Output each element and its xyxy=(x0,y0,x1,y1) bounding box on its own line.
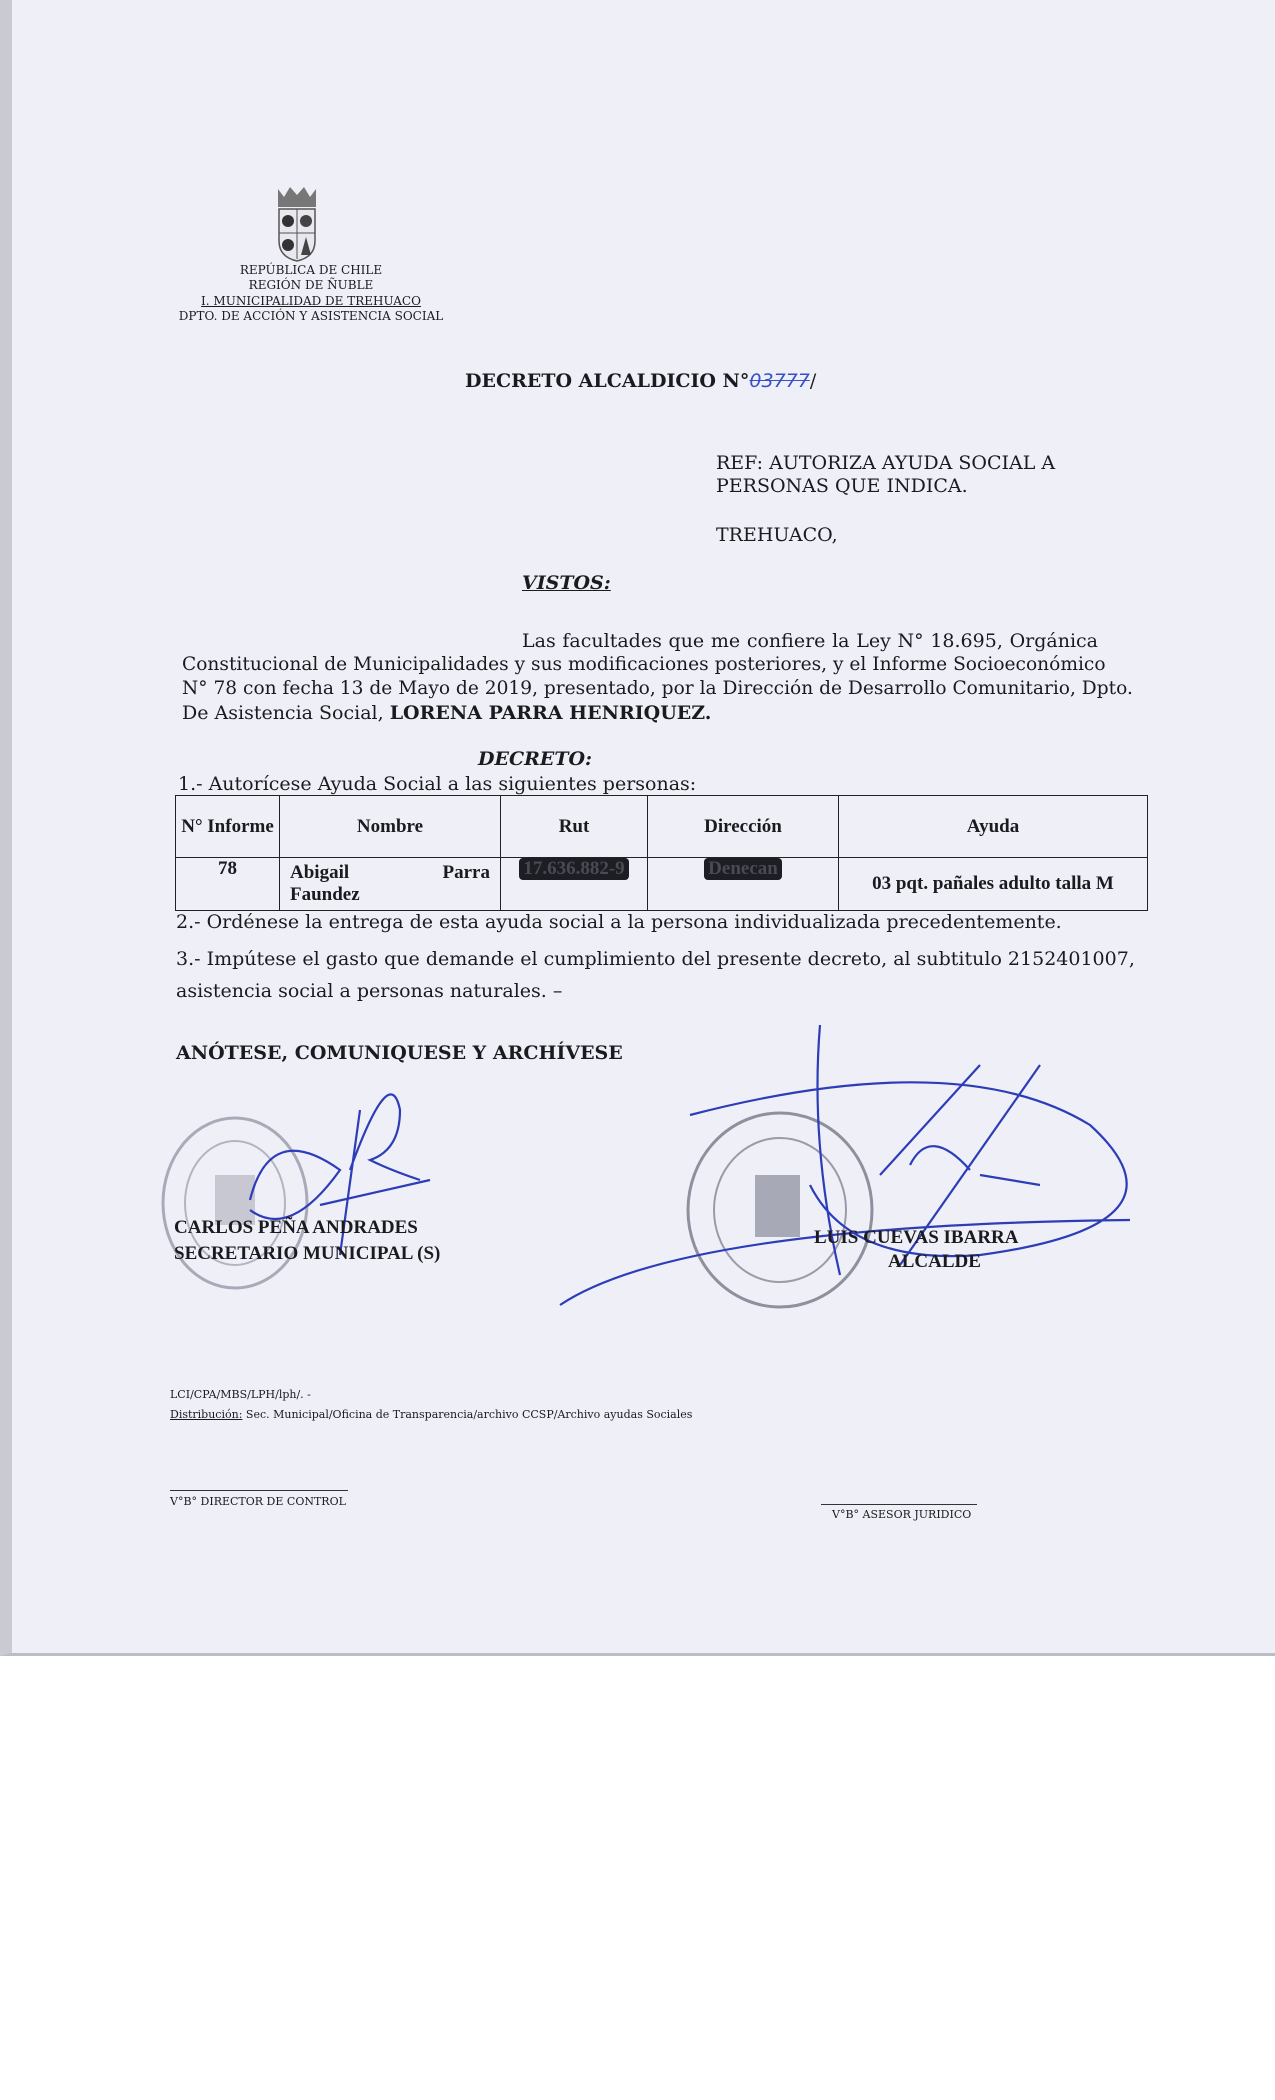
vb-director-control: V°B° DIRECTOR DE CONTROL xyxy=(170,1495,346,1508)
signature-alcalde xyxy=(560,1025,1140,1315)
nombre-first: Abigail xyxy=(290,862,350,883)
cell-nombre xyxy=(280,858,501,911)
ref-line-2: PERSONAS QUE INDICA. xyxy=(716,475,968,497)
col-ayuda: Ayuda xyxy=(839,796,1148,858)
col-informe: N° Informe xyxy=(176,796,280,858)
table-header-row xyxy=(176,796,1148,858)
decreto-item-1: 1.- Autorícese Ayuda Social a las siguientes personas: xyxy=(178,773,697,795)
col-rut: Rut xyxy=(501,796,648,858)
decreto-item-3a: 3.- Impútese el gasto que demande el cumplimiento del presente decreto, al subtitulo 2152401007, xyxy=(176,948,1135,970)
cell-informe: 78 xyxy=(176,858,280,911)
coat-of-arms-logo xyxy=(274,185,320,263)
beneficiaries-table xyxy=(175,795,1148,911)
decreto-item-3b: asistencia social a personas naturales. – xyxy=(176,980,563,1002)
vistos-line-4-text: De Asistencia Social, xyxy=(182,702,384,724)
closing-formula: ANÓTESE, COMUNIQUESE Y ARCHÍVESE xyxy=(176,1042,623,1064)
cell-direccion xyxy=(648,858,839,911)
header-municipalidad: I. MUNICIPALIDAD DE TREHUACO xyxy=(201,294,421,308)
direccion-redacted: Denecan xyxy=(704,858,782,880)
header-republica: REPÚBLICA DE CHILE xyxy=(239,263,383,277)
decree-number-handwritten: 03777 xyxy=(749,370,810,392)
signer-2-name: LUIS CUEVAS IBARRA xyxy=(814,1227,1019,1248)
footer-distribucion xyxy=(170,1408,692,1421)
vistos-line-4 xyxy=(182,702,711,724)
vistos-line-3: N° 78 con fecha 13 de Mayo de 2019, presentado, por la Dirección de Desarrollo Comunitario, Dpto. xyxy=(182,678,1133,699)
signature-line-juridico xyxy=(821,1504,977,1505)
signature-line-control xyxy=(170,1490,348,1491)
ref-line-1: REF: AUTORIZA AYUDA SOCIAL A xyxy=(716,452,1056,474)
signer-1-name: CARLOS PEÑA ANDRADES xyxy=(174,1217,418,1238)
cell-ayuda: 03 pqt. pañales adulto talla M xyxy=(839,858,1148,911)
vb-asesor-juridico: V°B° ASESOR JURIDICO xyxy=(832,1508,972,1521)
decree-title-label: DECRETO ALCALDICIO N° xyxy=(465,370,750,392)
distribucion-label: Distribución: xyxy=(170,1408,243,1421)
vistos-name: LORENA PARRA HENRIQUEZ. xyxy=(389,702,712,724)
vistos-line-2: Constitucional de Municipalidades y sus modificaciones posteriores, y el Informe Socioeconómico xyxy=(182,654,1106,675)
place: TREHUACO, xyxy=(716,524,838,546)
signer-2-role: ALCALDE xyxy=(888,1251,981,1272)
decreto-heading: DECRETO: xyxy=(478,748,593,770)
header-dpto: DPTO. DE ACCIÓN Y ASISTENCIA SOCIAL xyxy=(178,309,444,323)
rut-redacted: 17.636.882-9 xyxy=(519,858,628,880)
nombre-last: Faundez xyxy=(290,884,360,905)
signer-1-role: SECRETARIO MUNICIPAL (S) xyxy=(174,1243,441,1264)
decreto-item-2: 2.- Ordénese la entrega de esta ayuda social a la persona individualizada precedentemente. xyxy=(176,911,1062,933)
cell-rut xyxy=(501,858,648,911)
footer-initials: LCI/CPA/MBS/LPH/lph/. - xyxy=(170,1388,311,1401)
vistos-heading: VISTOS: xyxy=(522,572,611,594)
col-nombre: Nombre xyxy=(280,796,501,858)
table-row xyxy=(176,858,1148,911)
nombre-mid: Parra xyxy=(442,862,490,883)
distribucion-text: Sec. Municipal/Oficina de Transparencia/archivo CCSP/Archivo ayudas Sociales xyxy=(242,1408,693,1421)
decree-title: DECRETO ALCALDICIO N°03777/ xyxy=(465,370,817,392)
header-region: REGIÓN DE ÑUBLE xyxy=(248,278,374,292)
col-direccion: Dirección xyxy=(648,796,839,858)
vistos-line-1: Las facultades que me confiere la Ley N° 18.695, Orgánica xyxy=(522,630,1098,652)
